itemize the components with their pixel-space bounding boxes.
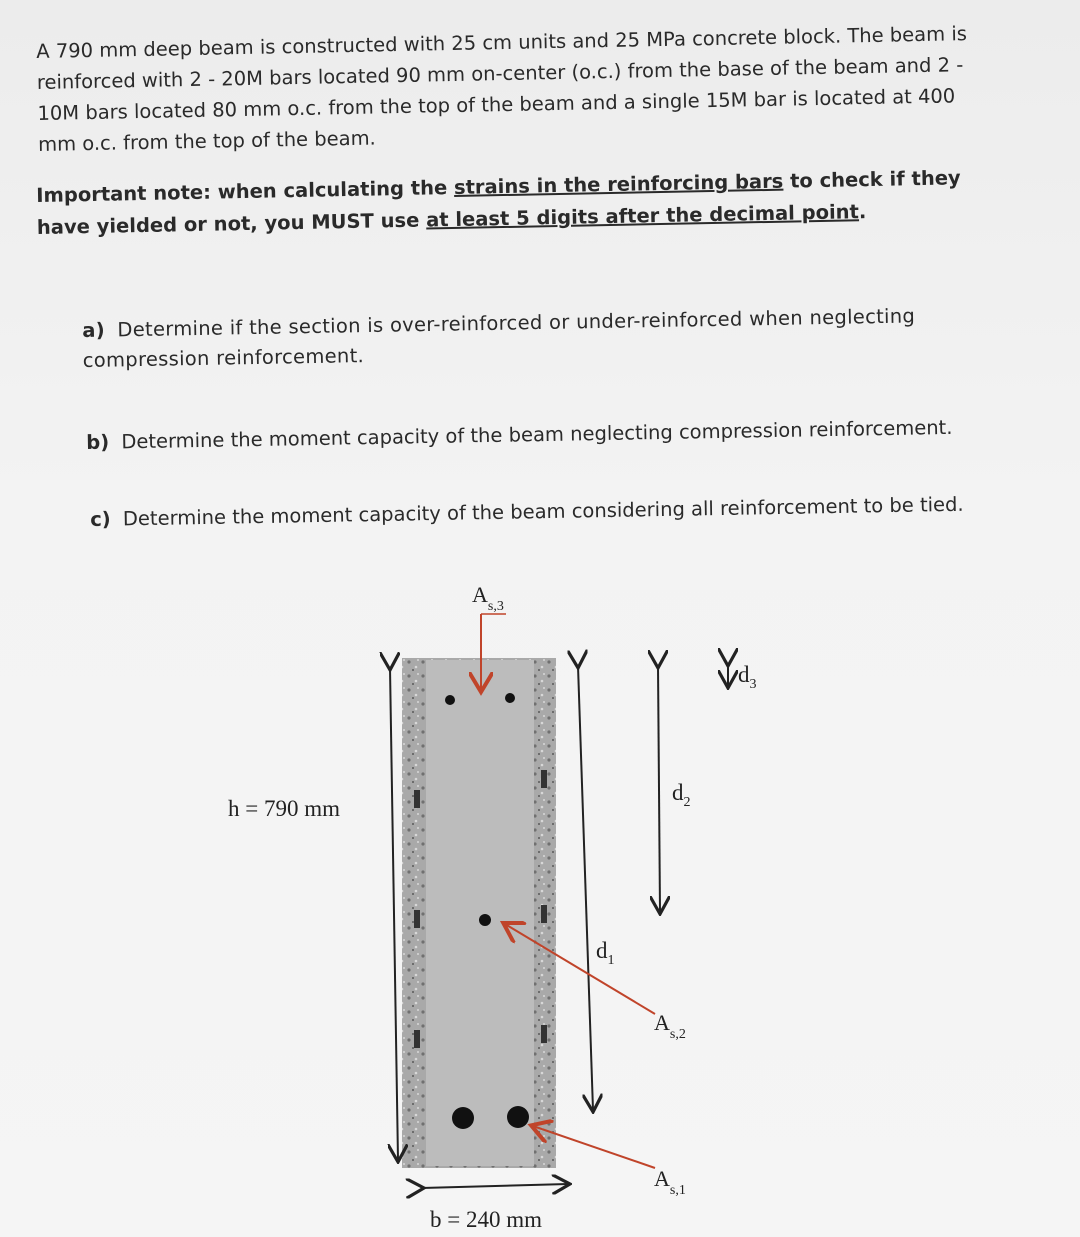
d3-label: $d_3$ (738, 662, 757, 692)
as1-label: $A_{s,1}$ (654, 1166, 686, 1198)
question-b (86, 412, 986, 458)
height-dimension (390, 668, 398, 1160)
as3-label: $A_{s,3}$ (472, 582, 504, 614)
as2-label: $A_{s,2}$ (654, 1010, 686, 1042)
question-c-label: c) (90, 507, 111, 531)
top-bar-right (505, 693, 515, 703)
beam-cross-section-diagram (0, 560, 1080, 1237)
concrete-beam-section (402, 658, 556, 1168)
width-label: b = 240 mm (430, 1207, 543, 1232)
question-c (90, 489, 990, 535)
d1-label: $d_1$ (596, 938, 615, 968)
question-b-text: Determine the moment capacity of the beam neglecting compression reinforcement. (121, 415, 953, 454)
note-prefix: Important note: when calculating the (36, 175, 455, 207)
bottom-bar-right (507, 1106, 529, 1128)
note-end: . (858, 200, 867, 224)
middle-bar (479, 914, 491, 926)
bottom-bar-left (452, 1107, 474, 1129)
problem-statement: A 790 mm deep beam is constructed with 25 cm units and 25 MPa concrete block. The beam is reinforced with 2 - 20M bars located 90 mm on-center (o.c.) from the base of the beam and 2 - 10M bars located 80 mm o.c. from the top of the beam and a single 15M bar is located at 400 mm o.c. from the top of the beam. (36, 22, 968, 156)
note-underline-digits: at least 5 digits after the decimal point (425, 200, 860, 232)
d2-dimension (658, 666, 660, 912)
question-a (82, 300, 993, 376)
width-dimension (422, 1184, 568, 1188)
top-bar-left (445, 695, 455, 705)
note-middle: to check if they have yielded or not, you MUST use (36, 166, 961, 239)
question-b-label: b) (86, 430, 110, 454)
d2-label: $d_2$ (672, 780, 691, 810)
important-note (36, 162, 987, 244)
height-label: h = 790 mm (228, 796, 341, 821)
question-a-label: a) (82, 318, 106, 342)
question-c-text: Determine the moment capacity of the beam considering all reinforcement to be tied. (122, 492, 964, 531)
question-a-text: Determine if the section is over-reinforced or under-reinforced when neglecting compression reinforcement. (82, 304, 916, 372)
note-underline-strains: strains in the reinforcing bars (453, 169, 784, 199)
d1-dimension (578, 666, 593, 1110)
